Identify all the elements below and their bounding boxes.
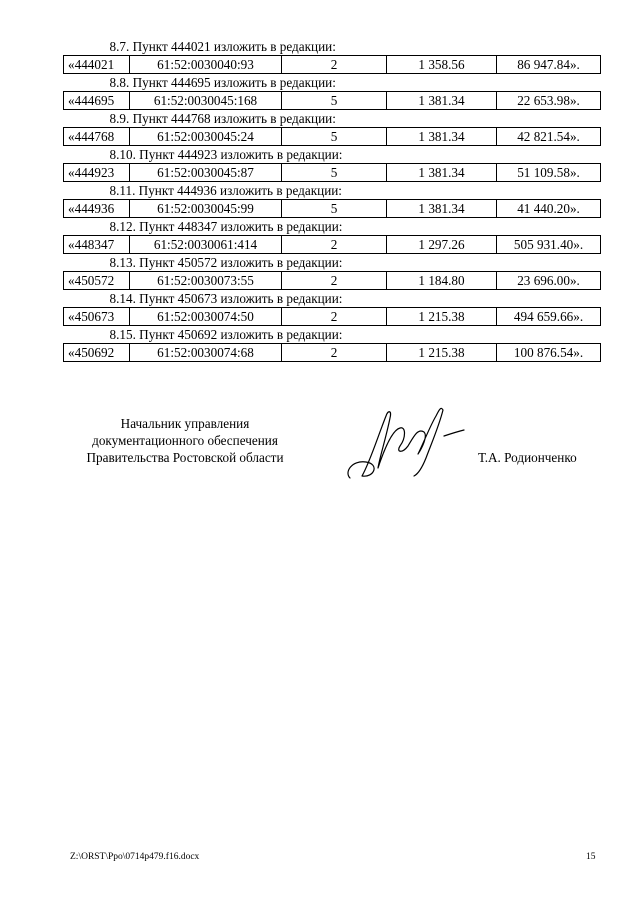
table-row (64, 56, 601, 74)
table-row (64, 164, 601, 182)
position-line: документационного обеспечения (92, 433, 278, 448)
amendment-heading: 8.12. Пункт 448347 изложить в редакции: (109, 219, 343, 234)
class-cell: 5 (282, 128, 387, 146)
cadastral-cell: 61:52:0030045:87 (130, 164, 282, 182)
table-row (64, 236, 601, 254)
amendment-heading: 8.11. Пункт 444936 изложить в редакции: (109, 183, 342, 198)
cadastral-cell: 61:52:0030074:50 (130, 308, 282, 326)
class-cell: 2 (282, 56, 387, 74)
file-path: Z:\ORST\Ppo\0714p479.f16.docx (70, 852, 200, 862)
code-cell: «450572 (64, 272, 130, 290)
class-cell: 2 (282, 272, 387, 290)
cadastral-cell: 61:52:0030045:99 (130, 200, 282, 218)
cadastral-cell: 61:52:0030040:93 (130, 56, 282, 74)
sum-cell: 23 696.00». (497, 272, 601, 290)
code-cell: «450692 (64, 344, 130, 362)
page-number: 15 (586, 852, 596, 862)
sum-cell: 41 440.20». (497, 200, 601, 218)
sum-cell: 494 659.66». (497, 308, 601, 326)
amendment-heading: 8.8. Пункт 444695 изложить в редакции: (109, 75, 336, 90)
sum-cell: 86 947.84». (497, 56, 601, 74)
code-cell: «444936 (64, 200, 130, 218)
position-line: Правительства Ростовской области (86, 450, 284, 465)
code-cell: «444021 (64, 56, 130, 74)
handwritten-signature (340, 402, 470, 484)
sum-cell: 42 821.54». (497, 128, 601, 146)
rate-cell: 1 297.26 (387, 236, 497, 254)
code-cell: «444923 (64, 164, 130, 182)
rate-cell: 1 381.34 (387, 200, 497, 218)
cadastral-cell: 61:52:0030061:414 (130, 236, 282, 254)
table-row (64, 92, 601, 110)
amendments-table (63, 38, 601, 362)
rate-cell: 1 381.34 (387, 92, 497, 110)
rate-cell: 1 184.80 (387, 272, 497, 290)
class-cell: 2 (282, 344, 387, 362)
amendment-heading: 8.7. Пункт 444021 изложить в редакции: (109, 39, 336, 54)
class-cell: 2 (282, 236, 387, 254)
signer-position (60, 415, 310, 466)
class-cell: 5 (282, 200, 387, 218)
code-cell: «444695 (64, 92, 130, 110)
rate-cell: 1 381.34 (387, 128, 497, 146)
rate-cell: 1 215.38 (387, 308, 497, 326)
sum-cell: 505 931.40». (497, 236, 601, 254)
cadastral-cell: 61:52:0030073:55 (130, 272, 282, 290)
code-cell: «450673 (64, 308, 130, 326)
class-cell: 5 (282, 164, 387, 182)
rate-cell: 1 358.56 (387, 56, 497, 74)
class-cell: 2 (282, 308, 387, 326)
code-cell: «448347 (64, 236, 130, 254)
cadastral-cell: 61:52:0030045:24 (130, 128, 282, 146)
rate-cell: 1 215.38 (387, 344, 497, 362)
amendment-heading: 8.15. Пункт 450692 изложить в редакции: (109, 327, 343, 342)
class-cell: 5 (282, 92, 387, 110)
table-row (64, 272, 601, 290)
sum-cell: 22 653.98». (497, 92, 601, 110)
rate-cell: 1 381.34 (387, 164, 497, 182)
amendment-heading: 8.9. Пункт 444768 изложить в редакции: (109, 111, 336, 126)
amendment-heading: 8.14. Пункт 450673 изложить в редакции: (109, 291, 343, 306)
code-cell: «444768 (64, 128, 130, 146)
table-row (64, 344, 601, 362)
sum-cell: 100 876.54». (497, 344, 601, 362)
table-row (64, 128, 601, 146)
table-row (64, 200, 601, 218)
amendment-heading: 8.10. Пункт 444923 изложить в редакции: (109, 147, 343, 162)
amendment-heading: 8.13. Пункт 450572 изложить в редакции: (109, 255, 343, 270)
position-line: Начальник управления (120, 416, 250, 431)
signer-name: Т.А. Родионченко (478, 450, 577, 465)
cadastral-cell: 61:52:0030045:168 (130, 92, 282, 110)
signature-block (0, 410, 640, 490)
sum-cell: 51 109.58». (497, 164, 601, 182)
cadastral-cell: 61:52:0030074:68 (130, 344, 282, 362)
table-row (64, 308, 601, 326)
